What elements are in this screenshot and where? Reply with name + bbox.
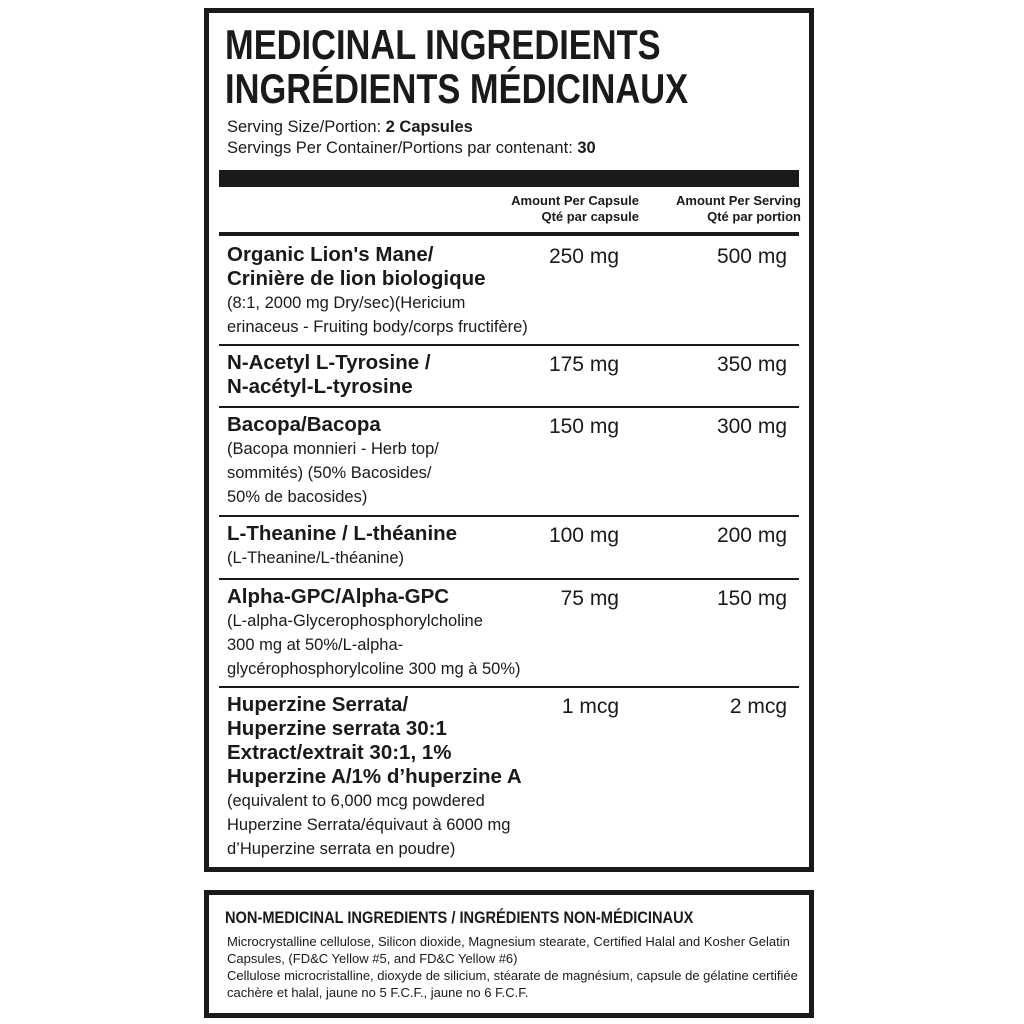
ingredient-cell (227, 522, 557, 570)
title-en: MEDICINAL INGREDIENTS (225, 21, 661, 68)
title-fr: INGRÉDIENTS MÉDICINAUX (225, 65, 689, 112)
row-divider (219, 578, 799, 580)
per-serving-en: Amount Per Serving (676, 193, 801, 208)
amount-per-capsule: 175 mg (548, 353, 619, 376)
amount-per-serving: 2 mcg (729, 695, 787, 718)
ingredient-cell (227, 351, 557, 399)
ingredient-description: 50% de bacosides) (227, 488, 368, 506)
ingredient-name: Organic Lion's Mane/ (227, 243, 434, 266)
row-divider (219, 406, 799, 408)
panel-title (225, 23, 688, 111)
ingredient-description: (Bacopa monnieri - Herb top/ (227, 440, 439, 458)
column-header-per-serving (676, 193, 801, 225)
amount-per-serving: 200 mg (716, 524, 787, 547)
amount-per-serving: 150 mg (716, 587, 787, 610)
medicinal-ingredients-panel (204, 8, 814, 872)
serving-info (227, 117, 596, 159)
ingredient-description: (L-alpha-Glycerophosphorylcholine (227, 612, 483, 630)
ingredient-description: d’Huperzine serrata en poudre) (227, 840, 456, 858)
non-medicinal-title: NON-MEDICINAL INGREDIENTS / INGRÉDIENTS NON-MÉDICINAUX (225, 908, 694, 927)
ingredient-cell (227, 585, 557, 681)
ingredient-name: N-Acetyl L-Tyrosine / (227, 351, 431, 374)
ingredient-name: N-acétyl-L-tyrosine (227, 375, 413, 398)
amount-per-capsule: 250 mg (548, 245, 619, 268)
ingredient-name: Huperzine A/1% d’huperzine A (227, 765, 522, 788)
row-divider (219, 515, 799, 517)
amount-per-serving: 350 mg (716, 353, 787, 376)
amount-per-capsule: 150 mg (548, 415, 619, 438)
ingredient-description: sommités) (50% Bacosides/ (227, 464, 432, 482)
serving-size (227, 117, 596, 138)
serving-size-label: Serving Size/Portion: (227, 118, 386, 136)
per-capsule-fr: Qté par capsule (541, 209, 639, 224)
servings-container-label: Servings Per Container/Portions par contenant: (227, 139, 578, 157)
per-capsule-en: Amount Per Capsule (511, 193, 639, 208)
ingredient-cell (227, 243, 557, 339)
ingredient-name: Crinière de lion biologique (227, 267, 486, 290)
ingredient-description: erinaceus - Fruiting body/corps fructifère) (227, 318, 528, 336)
ingredient-name: L-Theanine / L-théanine (227, 522, 458, 545)
column-header-per-capsule (511, 193, 639, 225)
ingredient-description: 300 mg at 50%/L-alpha- (227, 636, 404, 654)
non-medicinal-text (227, 933, 812, 1001)
column-header-rule (219, 232, 799, 236)
servings-container-value: 30 (577, 139, 596, 157)
ingredient-name: Bacopa/Bacopa (227, 413, 381, 436)
non-medicinal-ingredients-panel (204, 890, 814, 1018)
ingredient-description: glycérophosphorylcoline 300 mg à 50%) (227, 660, 521, 678)
servings-per-container (227, 138, 596, 159)
non-medicinal-text-en: Microcrystalline cellulose, Silicon dioxide, Magnesium stearate, Certified Halal and Kosher Gelatin Capsules, (FD&C Yellow #5, and FD&C Yellow #6) (227, 934, 790, 966)
ingredient-description: Huperzine Serrata/équivaut à 6000 mg (227, 816, 511, 834)
ingredient-description: (8:1, 2000 mg Dry/sec)(Hericium (227, 294, 466, 312)
ingredient-cell (227, 693, 557, 861)
amount-per-capsule: 100 mg (548, 524, 619, 547)
ingredient-name: Extract/extrait 30:1, 1% (227, 741, 452, 764)
amount-per-serving: 300 mg (716, 415, 787, 438)
per-serving-fr: Qté par portion (707, 209, 801, 224)
ingredient-description: (L-Theanine/L-théanine) (227, 549, 405, 567)
row-divider (219, 686, 799, 688)
ingredient-name: Huperzine serrata 30:1 (227, 717, 447, 740)
amount-per-capsule: 1 mcg (561, 695, 619, 718)
amount-per-serving: 500 mg (716, 245, 787, 268)
ingredient-cell (227, 413, 557, 509)
header-divider-bar (219, 170, 799, 187)
row-divider (219, 344, 799, 346)
ingredient-name: Alpha-GPC/Alpha-GPC (227, 585, 450, 608)
ingredient-description: (equivalent to 6,000 mcg powdered (227, 792, 485, 810)
ingredient-name: Huperzine Serrata/ (227, 693, 409, 716)
amount-per-capsule: 75 mg (560, 587, 619, 610)
non-medicinal-text-fr: Cellulose microcristalline, dioxyde de silicium, stéarate de magnésium, capsule de gélatine certifiée cachère et halal, jaune no 5 F.C.F., jaune no 6 F.C.F. (227, 968, 798, 1000)
serving-size-value: 2 Capsules (385, 118, 473, 136)
